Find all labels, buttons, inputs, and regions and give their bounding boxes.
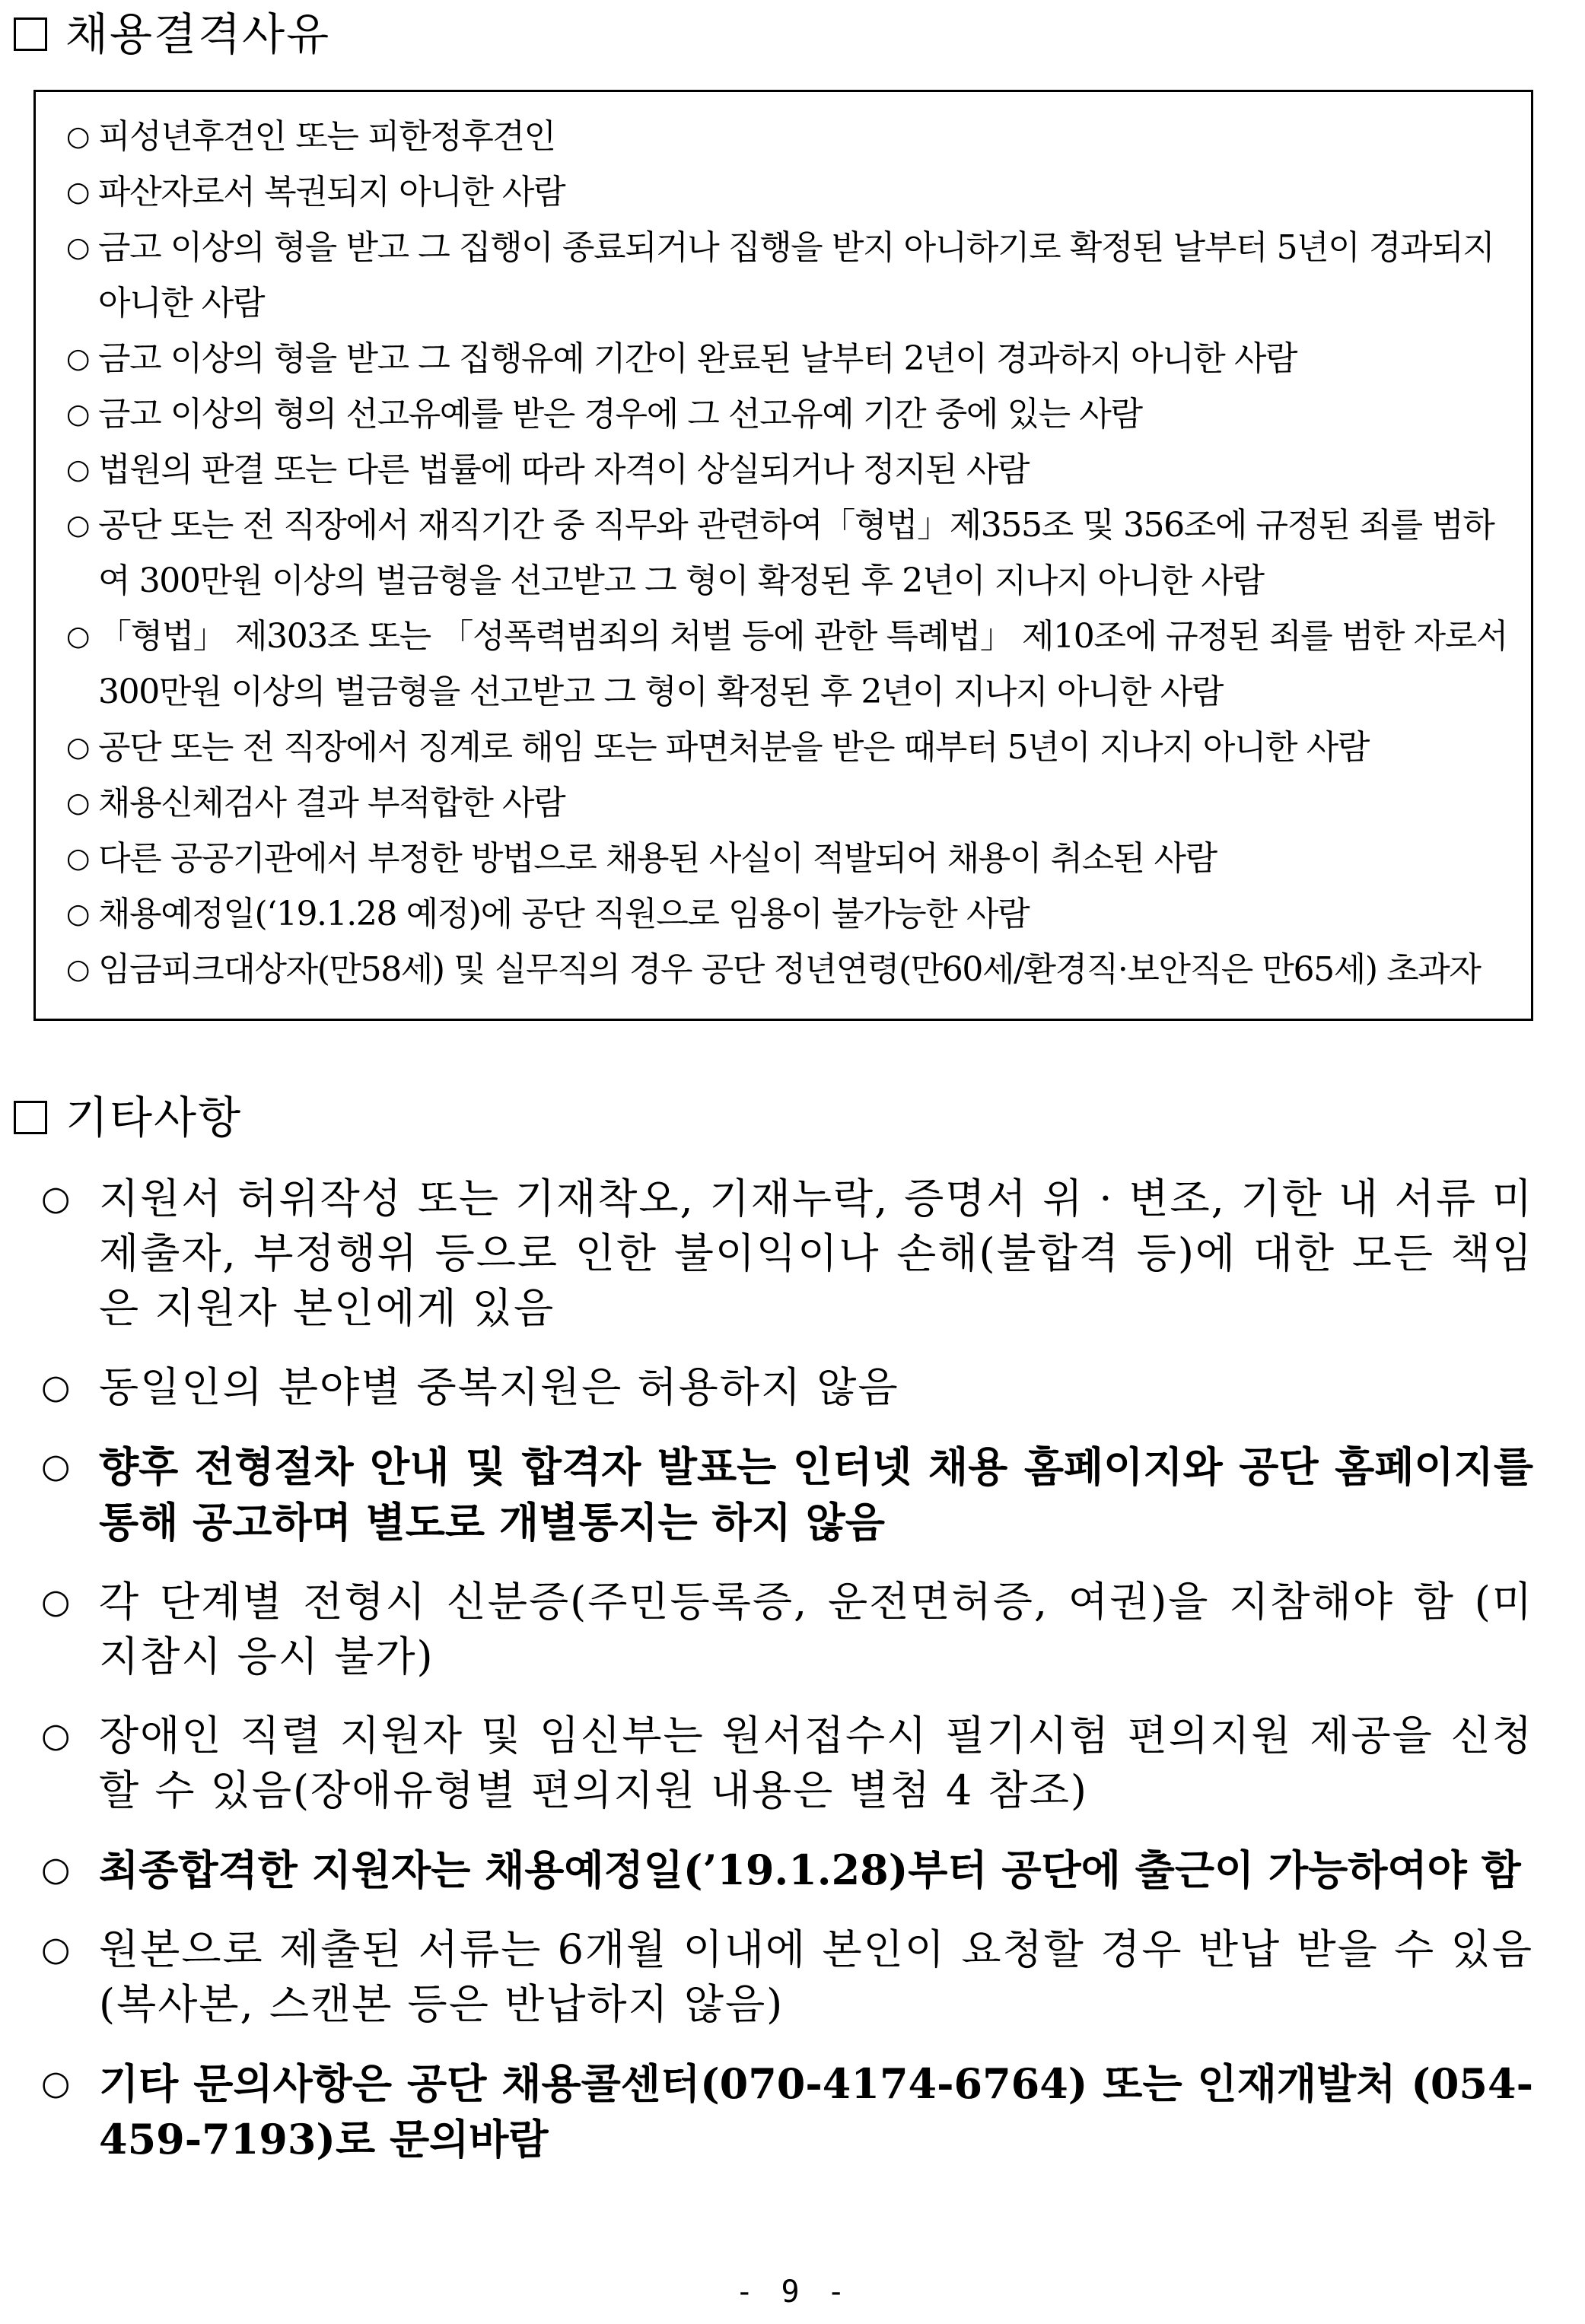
list-item (38, 1575, 1533, 1684)
list-item (66, 442, 1513, 498)
list-item (66, 386, 1513, 442)
misc-list (38, 1172, 1533, 2167)
list-item-text: 다른 공공기관에서 부정한 방법으로 채용된 사실이 적발되어 채용이 취소된 사람 (98, 839, 1217, 878)
bullet-icon: ○ (66, 343, 90, 374)
list-item (38, 1360, 1533, 1415)
bullet-icon: ○ (41, 1716, 72, 1755)
list-item (66, 609, 1513, 720)
list-item-text: 지원서 허위작성 또는 기재착오, 기재누락, 증명서 위 · 변조, 기한 내 서류 미제출자, 부정행위 등으로 인한 불이익이나 손해(불합격 등)에 대한 모든 책임은 지원자 본인에게 있음 (99, 1175, 1533, 1332)
bullet-icon: ○ (66, 843, 90, 874)
list-item (66, 331, 1513, 386)
list-item-text: 법원의 판결 또는 다른 법률에 따라 자격이 상실되거나 정지된 사람 (98, 450, 1030, 489)
misc-notes (38, 1172, 1533, 2192)
bullet-icon: ○ (66, 510, 90, 541)
list-item (66, 164, 1513, 220)
checkbox-square-icon (14, 17, 47, 51)
list-item (38, 1172, 1533, 1336)
list-item (66, 220, 1513, 331)
section-heading-disqualification (14, 8, 331, 60)
disqualification-list (36, 92, 1531, 997)
bullet-icon: ○ (41, 1850, 72, 1889)
bullet-icon: ○ (66, 732, 90, 763)
section-heading-misc (14, 1092, 243, 1143)
list-item (38, 1439, 1533, 1550)
bullet-icon: ○ (66, 454, 90, 485)
list-item-text: 향후 전형절차 안내 및 합격자 발표는 인터넷 채용 홈페이지와 공단 홈페이지를 통해 공고하며 별도로 개별통지는 하지 않음 (99, 1442, 1533, 1547)
list-item (66, 831, 1513, 886)
list-item (66, 886, 1513, 942)
list-item (38, 1842, 1533, 1898)
bullet-icon: ○ (66, 232, 90, 263)
list-item-text: 최종합격한 지원자는 채용예정일(’19.1.28)부터 공단에 출근이 가능하여야 함 (99, 1846, 1521, 1894)
list-item (66, 498, 1513, 609)
checkbox-square-icon (14, 1101, 47, 1134)
section-title: 채용결격사유 (65, 8, 331, 60)
list-item-text: 장애인 직렬 지원자 및 임신부는 원서접수시 필기시험 편의지원 제공을 신청할 수 있음(장애유형별 편의지원 내용은 별첨 4 참조) (99, 1712, 1533, 1814)
list-item-text: 공단 또는 전 직장에서 재직기간 중 직무와 관련하여「형법」제355조 및 356조에 규정된 죄를 범하여 300만원 이상의 벌금형을 선고받고 그 형이 확정된 후 2년이 지나지 아니한 사람 (98, 506, 1494, 600)
bullet-icon: ○ (41, 2064, 72, 2103)
bullet-icon: ○ (66, 176, 90, 208)
bullet-icon: ○ (66, 399, 90, 430)
list-item (66, 109, 1513, 164)
section-title: 기타사항 (65, 1092, 243, 1143)
list-item (38, 2056, 1533, 2167)
list-item-text: 공단 또는 전 직장에서 징계로 해임 또는 파면처분을 받은 때부터 5년이 지나지 아니한 사람 (98, 728, 1369, 767)
list-item-text: 각 단계별 전형시 신분증(주민등록증, 운전면허증, 여권)을 지참해야 함 (미지참시 응시 불가) (99, 1578, 1533, 1680)
list-item-text: 채용신체검사 결과 부적합한 사람 (98, 784, 565, 822)
list-item-text: 「형법」 제303조 또는 「성폭력범죄의 처벌 등에 관한 특례법」 제10조에 규정된 죄를 범한 자로서 300만원 이상의 벌금형을 선고받고 그 형이 확정된 후 2년이 지나지 아니한 사람 (98, 617, 1507, 711)
list-item-text: 금고 이상의 형을 받고 그 집행이 종료되거나 집행을 받지 아니하기로 확정된 날부터 5년이 경과되지 아니한 사람 (98, 228, 1494, 323)
bullet-icon: ○ (66, 121, 90, 152)
list-item-text: 파산자로서 복권되지 아니한 사람 (98, 173, 565, 211)
bullet-icon: ○ (41, 1582, 72, 1621)
bullet-icon: ○ (66, 787, 90, 819)
list-item (66, 720, 1513, 775)
bullet-icon: ○ (41, 1368, 72, 1407)
page-number: - 9 - (735, 2275, 850, 2310)
list-item-text: 기타 문의사항은 공단 채용콜센터(070-4174-6764) 또는 인재개발처 (054-459-7193)로 문의바람 (99, 2059, 1533, 2163)
list-item-text: 금고 이상의 형을 받고 그 집행유예 기간이 완료된 날부터 2년이 경과하지 아니한 사람 (98, 339, 1297, 378)
disqualification-box (33, 90, 1533, 1021)
list-item (66, 942, 1513, 997)
list-item-text: 원본으로 제출된 서류는 6개월 이내에 본인이 요청할 경우 반납 받을 수 있음(복사본, 스캔본 등은 반납하지 않음) (99, 1925, 1533, 2028)
list-item (38, 1922, 1533, 2032)
list-item-text: 임금피크대상자(만58세) 및 실무직의 경우 공단 정년연령(만60세/환경직·보안직은 만65세) 초과자 (98, 950, 1481, 989)
list-item-text: 피성년후견인 또는 피한정후견인 (98, 117, 555, 156)
list-item-text: 동일인의 분야별 중복지원은 허용하지 않음 (99, 1363, 899, 1411)
bullet-icon: ○ (66, 898, 90, 930)
bullet-icon: ○ (41, 1179, 72, 1218)
list-item-text: 채용예정일(‘19.1.28 예정)에 공단 직원으로 임용이 불가능한 사람 (98, 895, 1030, 933)
list-item-text: 금고 이상의 형의 선고유예를 받은 경우에 그 선고유예 기간 중에 있는 사람 (98, 395, 1142, 434)
bullet-icon: ○ (41, 1447, 72, 1486)
bullet-icon: ○ (66, 954, 90, 985)
bullet-icon: ○ (66, 621, 90, 652)
bullet-icon: ○ (41, 1930, 72, 1969)
list-item (66, 775, 1513, 831)
list-item (38, 1709, 1533, 1818)
